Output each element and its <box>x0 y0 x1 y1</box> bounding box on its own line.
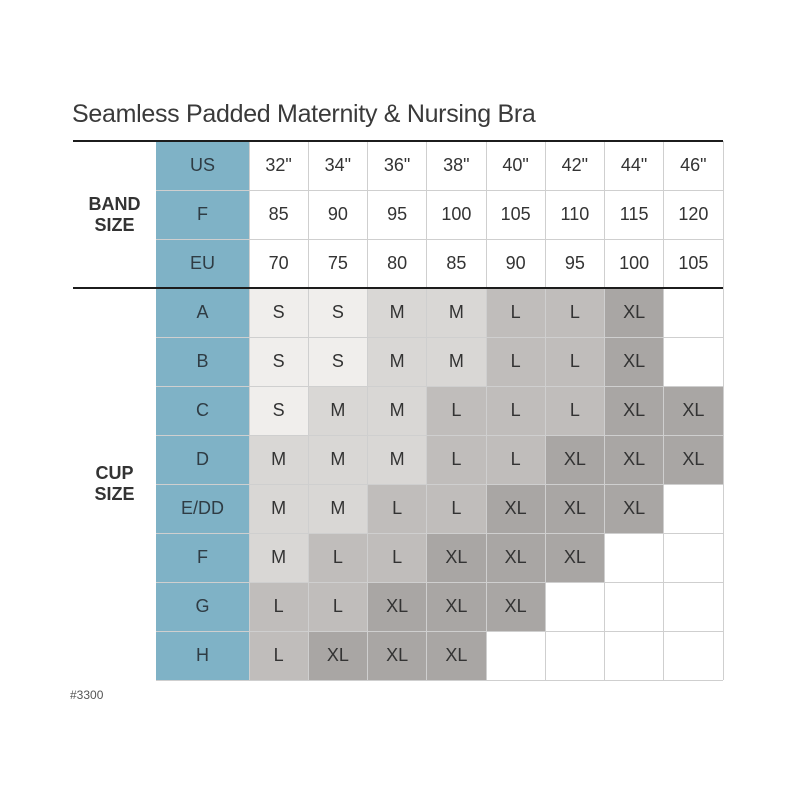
grid-line-horizontal <box>156 631 723 632</box>
size-cell: M <box>368 288 427 337</box>
size-cell: L <box>427 484 486 533</box>
size-cell: XL <box>486 484 545 533</box>
band-row-header: F <box>156 190 249 239</box>
size-cell <box>664 288 723 337</box>
size-cell <box>664 582 723 631</box>
grid-line-horizontal <box>156 582 723 583</box>
band-size-cell: 32" <box>249 141 308 190</box>
size-cell <box>486 631 545 680</box>
chart-title: Seamless Padded Maternity & Nursing Bra <box>72 100 536 128</box>
size-cell: S <box>249 288 308 337</box>
grid-line-horizontal <box>156 435 723 436</box>
size-cell: XL <box>664 435 723 484</box>
size-cell: S <box>308 288 367 337</box>
size-cell: XL <box>368 582 427 631</box>
size-chart-table <box>73 141 723 680</box>
band-size-cell: 90 <box>308 190 367 239</box>
band-size-label <box>73 141 156 288</box>
size-cell: M <box>308 484 367 533</box>
band-size-cell: 110 <box>545 190 604 239</box>
cup-row-header: E/DD <box>156 484 249 533</box>
section-divider <box>73 287 723 289</box>
size-cell <box>664 631 723 680</box>
size-cell: XL <box>368 631 427 680</box>
size-cell: XL <box>605 484 664 533</box>
band-size-cell: 95 <box>545 239 604 288</box>
cup-row-header: C <box>156 386 249 435</box>
band-size-cell: 100 <box>605 239 664 288</box>
size-cell: M <box>249 484 308 533</box>
grid-line-vertical <box>367 141 368 680</box>
cup-row-header: F <box>156 533 249 582</box>
size-cell: L <box>308 582 367 631</box>
size-cell: S <box>249 386 308 435</box>
size-cell: XL <box>605 386 664 435</box>
size-cell: XL <box>545 533 604 582</box>
grid-line-vertical <box>249 141 250 680</box>
band-size-cell: 40" <box>486 141 545 190</box>
band-size-cell: 42" <box>545 141 604 190</box>
size-cell: XL <box>486 582 545 631</box>
band-size-cell: 115 <box>605 190 664 239</box>
size-cell: L <box>308 533 367 582</box>
size-cell: L <box>545 337 604 386</box>
size-cell <box>664 484 723 533</box>
band-size-cell: 90 <box>486 239 545 288</box>
size-cell <box>664 337 723 386</box>
size-cell: L <box>427 435 486 484</box>
band-size-cell: 75 <box>308 239 367 288</box>
grid-line-horizontal <box>156 190 723 191</box>
size-cell: L <box>249 582 308 631</box>
size-cell: S <box>249 337 308 386</box>
size-cell: XL <box>486 533 545 582</box>
size-cell: L <box>545 386 604 435</box>
band-size-cell: 100 <box>427 190 486 239</box>
band-size-cell: 70 <box>249 239 308 288</box>
size-cell: XL <box>545 484 604 533</box>
size-cell: XL <box>545 435 604 484</box>
band-size-cell: 46" <box>664 141 723 190</box>
band-size-label-line1: BAND <box>88 193 141 214</box>
size-cell <box>605 631 664 680</box>
size-cell: XL <box>605 337 664 386</box>
cup-row-header: D <box>156 435 249 484</box>
size-cell: M <box>249 435 308 484</box>
size-cell <box>605 582 664 631</box>
size-cell: M <box>308 386 367 435</box>
band-size-cell: 85 <box>427 239 486 288</box>
band-row-header: US <box>156 141 249 190</box>
grid-line-vertical <box>426 141 427 680</box>
size-cell: L <box>486 435 545 484</box>
grid-line-horizontal <box>156 484 723 485</box>
section-divider <box>73 140 723 142</box>
band-size-cell: 85 <box>249 190 308 239</box>
grid-line-horizontal <box>156 533 723 534</box>
size-cell: M <box>249 533 308 582</box>
band-size-cell: 80 <box>368 239 427 288</box>
size-cell: XL <box>605 288 664 337</box>
size-cell <box>664 533 723 582</box>
cup-row-header: A <box>156 288 249 337</box>
size-cell: M <box>308 435 367 484</box>
size-cell: M <box>368 386 427 435</box>
product-number: #3300 <box>70 688 104 702</box>
grid-line-horizontal <box>156 386 723 387</box>
size-cell: XL <box>308 631 367 680</box>
band-row-header: EU <box>156 239 249 288</box>
grid-line-horizontal <box>156 239 723 240</box>
size-cell: L <box>249 631 308 680</box>
size-cell: XL <box>605 435 664 484</box>
size-cell: L <box>486 386 545 435</box>
grid-line-horizontal <box>156 337 723 338</box>
size-cell: L <box>486 337 545 386</box>
size-cell: XL <box>664 386 723 435</box>
band-size-cell: 95 <box>368 190 427 239</box>
cup-size-label-line1: CUP <box>95 463 134 483</box>
size-cell: L <box>368 484 427 533</box>
band-size-cell: 36" <box>368 141 427 190</box>
size-cell: L <box>368 533 427 582</box>
cup-size-label-line2: SIZE <box>94 484 135 504</box>
size-cell: S <box>308 337 367 386</box>
size-cell: L <box>545 288 604 337</box>
band-size-cell: 105 <box>664 239 723 288</box>
size-cell: M <box>427 288 486 337</box>
grid-line-vertical <box>545 141 546 680</box>
band-size-label-line2: SIZE <box>94 214 135 235</box>
cup-row-header: B <box>156 337 249 386</box>
size-cell <box>545 582 604 631</box>
grid-line-vertical <box>604 141 605 680</box>
size-cell: XL <box>427 631 486 680</box>
band-size-cell: 34" <box>308 141 367 190</box>
size-cell: M <box>427 337 486 386</box>
size-cell <box>605 533 664 582</box>
grid-line-vertical <box>723 141 724 680</box>
cup-size-label <box>73 288 156 680</box>
size-cell <box>545 631 604 680</box>
cup-row-header: H <box>156 631 249 680</box>
band-size-cell: 105 <box>486 190 545 239</box>
size-cell: L <box>486 288 545 337</box>
size-cell: M <box>368 435 427 484</box>
band-size-cell: 44" <box>605 141 664 190</box>
grid-line-vertical <box>486 141 487 680</box>
size-cell: XL <box>427 533 486 582</box>
grid-line-horizontal <box>156 680 723 681</box>
size-cell: XL <box>427 582 486 631</box>
grid-line-vertical <box>308 141 309 680</box>
band-size-cell: 38" <box>427 141 486 190</box>
size-cell: M <box>368 337 427 386</box>
cup-row-header: G <box>156 582 249 631</box>
band-size-cell: 120 <box>664 190 723 239</box>
grid-line-vertical <box>663 141 664 680</box>
size-cell: L <box>427 386 486 435</box>
